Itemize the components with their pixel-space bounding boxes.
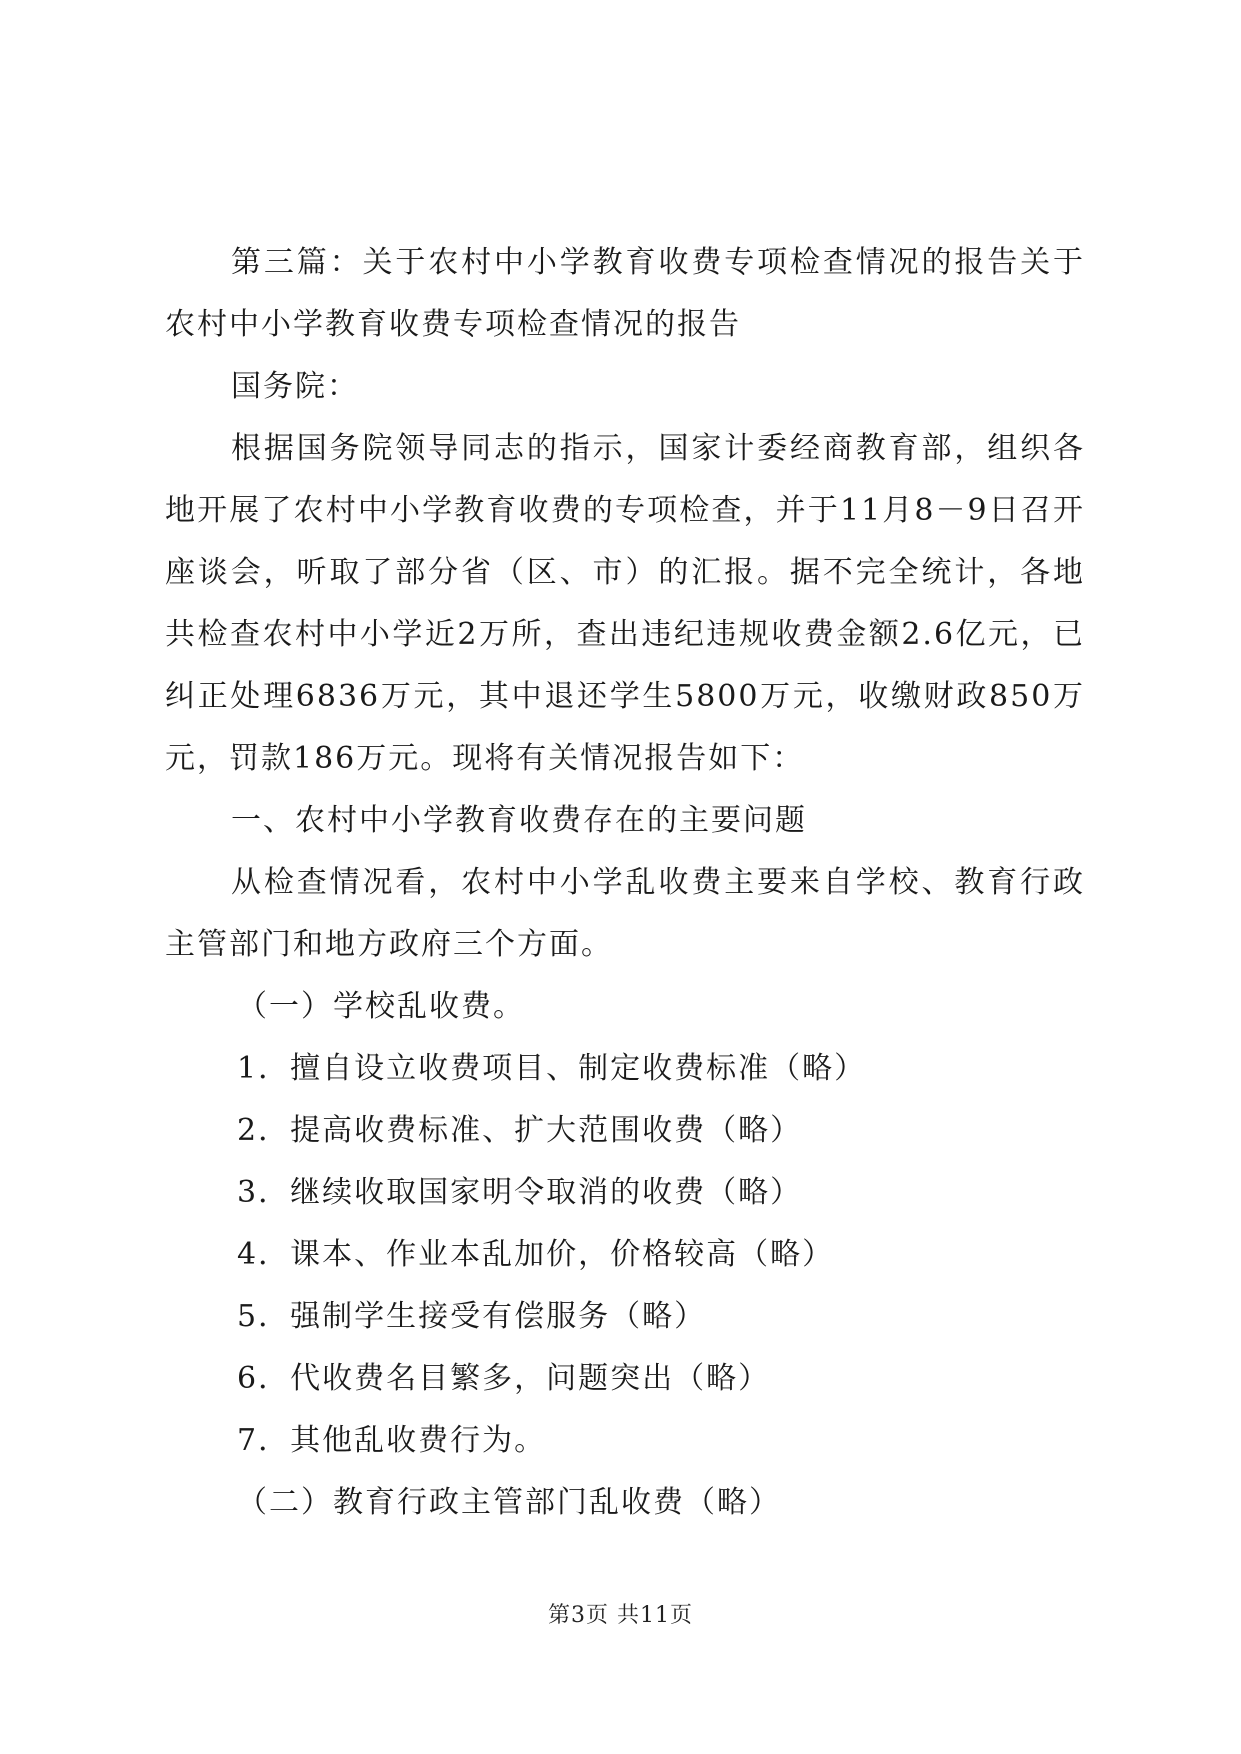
page-footer: [0, 1598, 1241, 1629]
list-item: 5．强制学生接受有偿服务（略）: [237, 1299, 707, 1334]
page-number-indicator: 第3页 共11页: [548, 1603, 693, 1628]
intro-paragraph: 根据国务院领导同志的指示，国家计委经商教育部，组织各地开展了农村中小学教育收费的专项检查，并于11月8－9日召开座谈会，听取了部分省（区、市）的汇报。据不完全统计，各地共检查农村中小学近2万所，查出违纪违规收费金额2.6亿元，已纠正处理6836万元，其中退还学生5800万元，收缴财政850万元，罚款186万元。现将有关情况报告如下：: [165, 431, 1085, 776]
list-item: 3．继续收取国家明令取消的收费（略）: [237, 1175, 803, 1210]
title-paragraph: 第三篇：关于农村中小学教育收费专项检查情况的报告关于农村中小学教育收费专项检查情况的报告: [165, 245, 1085, 342]
list-item: 4．课本、作业本乱加价，价格较高（略）: [237, 1237, 835, 1272]
list-item: 2．提高收费标准、扩大范围收费（略）: [237, 1113, 803, 1148]
list-item: 6．代收费名目繁多，问题突出（略）: [237, 1361, 771, 1396]
list-item: 1．擅自设立收费项目、制定收费标准（略）: [237, 1051, 867, 1086]
salutation: 国务院：: [231, 369, 359, 404]
subsection-heading-1: （一）学校乱收费。: [237, 989, 525, 1024]
document-body: [165, 232, 1085, 1534]
section-heading: 一、农村中小学教育收费存在的主要问题: [231, 803, 807, 838]
subsection-heading-2: （二）教育行政主管部门乱收费（略）: [237, 1485, 781, 1520]
list-item: 7．其他乱收费行为。: [237, 1423, 547, 1458]
section-intro: 从检查情况看，农村中小学乱收费主要来自学校、教育行政主管部门和地方政府三个方面。: [165, 865, 1085, 962]
